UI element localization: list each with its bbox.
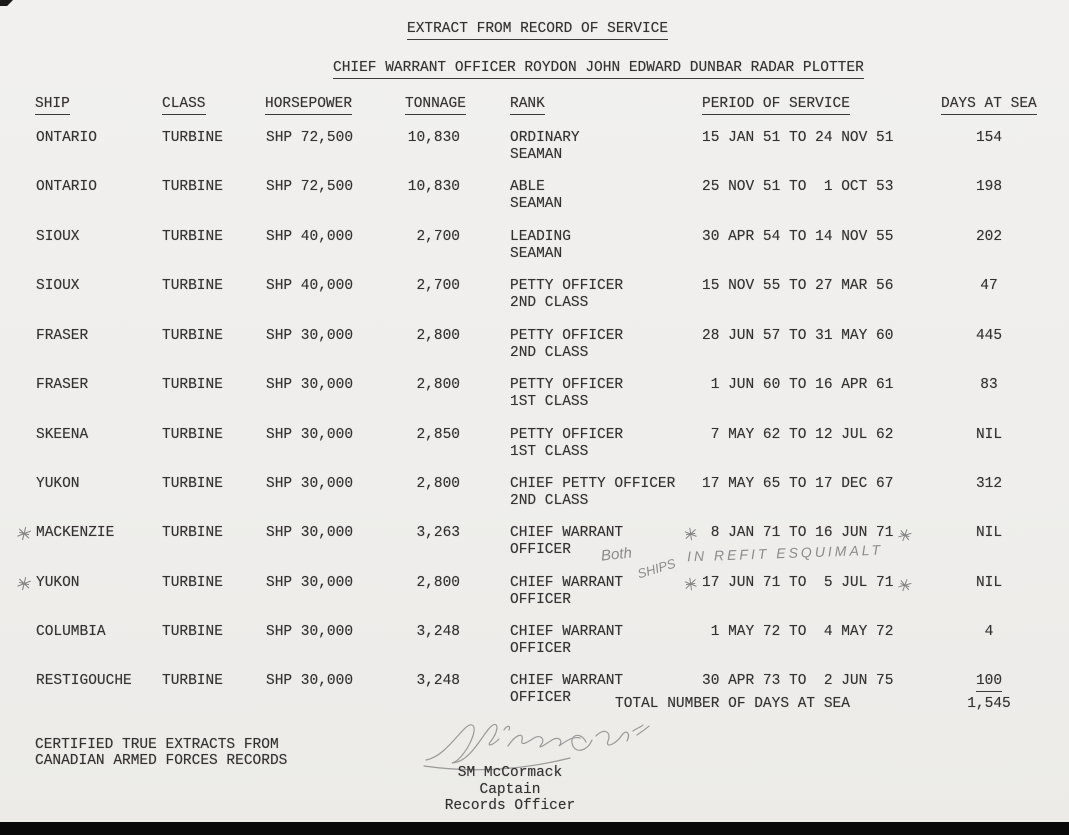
cell-period: 8 JAN 71 TO 16 JUN 71 xyxy=(702,525,894,541)
column-header-rank: RANK xyxy=(510,96,545,115)
pencil-star-icon xyxy=(894,576,914,599)
cell-days: 154 xyxy=(975,130,1003,146)
cell-rank: CHIEF WARRANT OFFICER xyxy=(510,673,624,706)
cell-period: 7 MAY 62 TO 12 JUL 62 xyxy=(702,427,894,443)
cell-days: 83 xyxy=(980,377,998,393)
table-row xyxy=(0,328,1069,368)
certification-line2: CANADIAN ARMED FORCES RECORDS xyxy=(35,753,288,769)
cell-tonnage: 2,800 xyxy=(416,575,460,591)
cell-rank: PETTY OFFICER 1ST CLASS xyxy=(510,427,624,460)
cell-horsepower: SHP 30,000 xyxy=(266,624,354,640)
cell-tonnage: 3,263 xyxy=(416,525,460,541)
certification-line1: CERTIFIED TRUE EXTRACTS FROM xyxy=(35,737,279,753)
cell-horsepower: SHP 30,000 xyxy=(266,575,354,591)
cell-ship: SIOUX xyxy=(36,278,80,294)
cell-horsepower: SHP 30,000 xyxy=(266,525,354,541)
cell-days: NIL xyxy=(975,427,1003,443)
cell-period: 17 MAY 65 TO 17 DEC 67 xyxy=(702,476,894,492)
column-header-horsepower: HORSEPOWER xyxy=(265,96,352,115)
cell-days: 198 xyxy=(975,179,1003,195)
table-row xyxy=(0,130,1069,170)
cell-ship: FRASER xyxy=(36,377,89,393)
cell-period: 15 NOV 55 TO 27 MAR 56 xyxy=(702,278,894,294)
cell-tonnage: 2,800 xyxy=(416,377,460,393)
cell-tonnage: 2,800 xyxy=(416,328,460,344)
cell-rank: PETTY OFFICER 2ND CLASS xyxy=(510,328,624,361)
cell-class: TURBINE xyxy=(162,130,223,146)
cell-days: 4 xyxy=(984,624,994,640)
cell-rank: ORDINARY SEAMAN xyxy=(510,130,580,163)
cell-days: 202 xyxy=(975,229,1003,245)
cell-period: 1 JUN 60 TO 16 APR 61 xyxy=(702,377,894,393)
cell-tonnage: 10,830 xyxy=(407,179,460,195)
scan-edge-artifact xyxy=(0,0,13,6)
signature-block xyxy=(440,765,580,815)
cell-rank: ABLE SEAMAN xyxy=(510,179,563,212)
cell-ship: SIOUX xyxy=(36,229,80,245)
pencil-star-icon xyxy=(683,526,700,547)
scan-bottom-border xyxy=(0,822,1069,835)
cell-class: TURBINE xyxy=(162,575,223,591)
page-subtitle: CHIEF WARRANT OFFICER ROYDON JOHN EDWARD DUNBAR RADAR PLOTTER xyxy=(333,60,864,79)
cell-class: TURBINE xyxy=(162,377,223,393)
table-row xyxy=(0,377,1069,417)
table-row xyxy=(0,229,1069,269)
cell-period: 1 MAY 72 TO 4 MAY 72 xyxy=(702,624,894,640)
cell-class: TURBINE xyxy=(162,673,223,689)
table-row xyxy=(0,525,1069,565)
table-row xyxy=(0,575,1069,615)
signatory-rank: Captain xyxy=(479,781,541,798)
cell-days: 445 xyxy=(975,328,1003,344)
cell-horsepower: SHP 72,500 xyxy=(266,179,354,195)
cell-rank: LEADING SEAMAN xyxy=(510,229,571,262)
cell-horsepower: SHP 72,500 xyxy=(266,130,354,146)
cell-ship: RESTIGOUCHE xyxy=(36,673,132,689)
cell-ship: YUKON xyxy=(36,575,80,591)
table-row xyxy=(0,427,1069,467)
cell-rank: CHIEF WARRANT OFFICER xyxy=(510,575,624,608)
cell-days: 47 xyxy=(980,278,998,294)
cell-days: 312 xyxy=(975,476,1003,492)
cell-period: 25 NOV 51 TO 1 OCT 53 xyxy=(702,179,894,195)
cell-class: TURBINE xyxy=(162,179,223,195)
cell-horsepower: SHP 30,000 xyxy=(266,427,354,443)
page-title: EXTRACT FROM RECORD OF SERVICE xyxy=(407,21,668,40)
cell-class: TURBINE xyxy=(162,427,223,443)
cell-horsepower: SHP 30,000 xyxy=(266,328,354,344)
cell-days: 100 xyxy=(945,673,1033,690)
cell-rank: PETTY OFFICER 2ND CLASS xyxy=(510,278,624,311)
cell-rank: CHIEF WARRANT OFFICER xyxy=(510,624,624,657)
cell-class: TURBINE xyxy=(162,476,223,492)
cell-period: 15 JAN 51 TO 24 NOV 51 xyxy=(702,130,894,146)
cell-tonnage: 2,700 xyxy=(416,278,460,294)
cell-horsepower: SHP 40,000 xyxy=(266,278,354,294)
cell-ship: ONTARIO xyxy=(36,179,97,195)
cell-horsepower: SHP 30,000 xyxy=(266,673,354,689)
pencil-star-icon xyxy=(14,574,33,597)
cell-tonnage: 2,700 xyxy=(416,229,460,245)
cell-period: 17 JUN 71 TO 5 JUL 71 xyxy=(702,575,894,591)
handwritten-note-word1: Both xyxy=(600,544,633,565)
cell-ship: FRASER xyxy=(36,328,89,344)
cell-class: TURBINE xyxy=(162,525,223,541)
cell-ship: COLUMBIA xyxy=(36,624,106,640)
cell-class: TURBINE xyxy=(162,278,223,294)
cell-class: TURBINE xyxy=(162,328,223,344)
table-row xyxy=(0,673,1069,713)
handwritten-note-word2: SHIPS xyxy=(635,555,678,582)
cell-class: TURBINE xyxy=(162,229,223,245)
cell-tonnage: 2,850 xyxy=(416,427,460,443)
table-row xyxy=(0,476,1069,516)
signatory-name: SM McCormack xyxy=(457,765,563,781)
cell-class: TURBINE xyxy=(162,624,223,640)
total-days-label: TOTAL NUMBER OF DAYS AT SEA xyxy=(615,696,850,712)
cell-horsepower: SHP 30,000 xyxy=(266,476,354,492)
table-row xyxy=(0,179,1069,219)
cell-rank: CHIEF WARRANT OFFICER xyxy=(510,525,624,558)
column-header-ship: SHIP xyxy=(35,96,70,115)
cell-tonnage: 3,248 xyxy=(416,624,460,640)
pencil-star-icon xyxy=(894,526,914,549)
cell-rank: PETTY OFFICER 1ST CLASS xyxy=(510,377,624,410)
cell-tonnage: 2,800 xyxy=(416,476,460,492)
pencil-star-icon xyxy=(683,576,700,597)
cell-ship: YUKON xyxy=(36,476,80,492)
cell-days: NIL xyxy=(975,575,1003,591)
cell-period: 28 JUN 57 TO 31 MAY 60 xyxy=(702,328,894,344)
cell-ship: MACKENZIE xyxy=(36,525,115,541)
pencil-star-icon xyxy=(14,524,33,547)
cell-horsepower: SHP 40,000 xyxy=(266,229,354,245)
cell-ship: ONTARIO xyxy=(36,130,97,146)
total-days-value: 1,545 xyxy=(967,696,1011,712)
column-header-period: PERIOD OF SERVICE xyxy=(702,96,850,115)
column-header-days: DAYS AT SEA xyxy=(941,96,1037,115)
column-header-class: CLASS xyxy=(162,96,206,115)
cell-days: NIL xyxy=(975,525,1003,541)
cell-ship: SKEENA xyxy=(36,427,89,443)
cell-tonnage: 10,830 xyxy=(407,130,460,146)
table-row xyxy=(0,624,1069,664)
signatory-title: Records Officer xyxy=(444,798,576,814)
cell-period: 30 APR 73 TO 2 JUN 75 xyxy=(702,673,894,689)
handwritten-note-rest: IN REFIT ESQUIMALT xyxy=(686,541,884,565)
cell-rank: CHIEF PETTY OFFICER 2ND CLASS xyxy=(510,476,676,509)
cell-tonnage: 3,248 xyxy=(416,673,460,689)
column-header-tonnage: TONNAGE xyxy=(405,96,466,115)
cell-horsepower: SHP 30,000 xyxy=(266,377,354,393)
cell-period: 30 APR 54 TO 14 NOV 55 xyxy=(702,229,894,245)
table-row xyxy=(0,278,1069,318)
